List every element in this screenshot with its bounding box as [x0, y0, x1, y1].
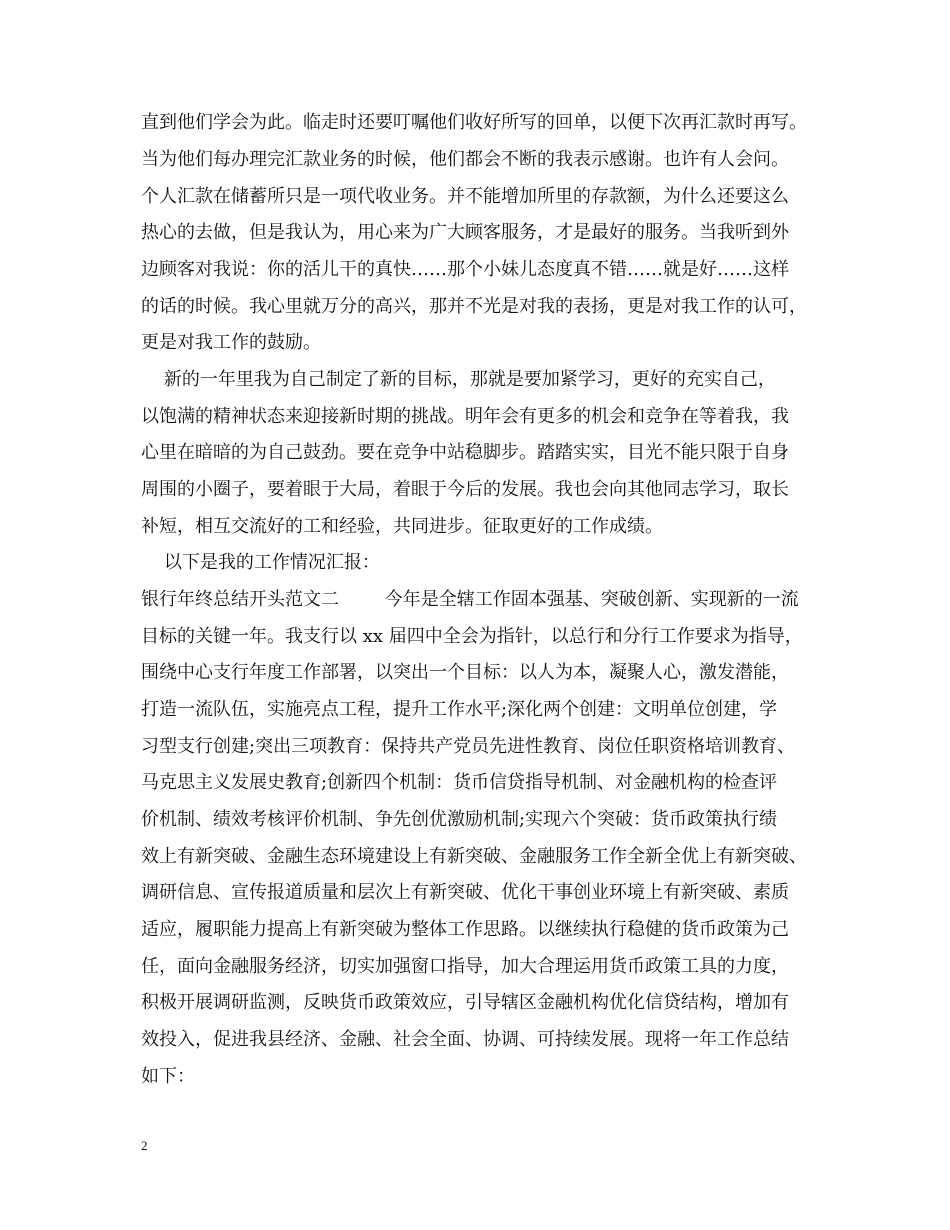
text-line: 当为他们每办理完汇款业务的时候，他们都会不断的我表示感谢。也许有人会问。 [141, 149, 789, 170]
text-line: 围绕中心支行年度工作部署，以突出一个目标：以人为本，凝聚人心，激发潜能， [141, 662, 789, 683]
text-line: 调研信息、宣传报道质量和层次上有新突破、优化干事创业环境上有新突破、素质 [141, 882, 789, 903]
text-line: 补短，相互交流好的工和经验，共同进步。征取更好的工作成绩。 [141, 516, 663, 537]
text-line: 更是对我工作的鼓励。 [141, 332, 321, 353]
text-line: 价机制、绩效考核评价机制、争先创优激励机制;实现六个突破：货币政策执行绩 [141, 809, 778, 830]
text-line: 如下： [141, 1066, 195, 1087]
text-line: 打造一流队伍，实施亮点工程，提升工作水平;深化两个创建：文明单位创建，学 [141, 699, 778, 720]
text-line: 以饱满的精神状态来迎接新时期的挑战。明年会有更多的机会和竞争在等着我，我 [141, 406, 789, 427]
text-line: 新的一年里我为自己制定了新的目标，那就是要加紧学习，更好的充实自己， [141, 369, 776, 390]
text-line: 个人汇款在储蓄所只是一项代收业务。并不能增加所里的存款额，为什么还要这么 [141, 186, 789, 207]
text-line: 目标的关键一年。我支行以 xx 届四中全会为指针，以总行和分行工作要求为指导， [141, 626, 803, 647]
text-line: 银行年终总结开头范文二 今年是全辖工作固本强基、突破创新、实现新的一流 [141, 589, 799, 610]
text-line: 的话的时候。我心里就万分的高兴，那并不光是对我的表扬，更是对我工作的认可， [141, 296, 807, 317]
text-line: 以下是我的工作情况汇报： [141, 552, 380, 573]
text-line: 直到他们学会为此。临走时还要叮嘱他们收好所写的回单，以便下次再汇款时再写。 [141, 112, 807, 133]
page-number: 2 [141, 1138, 148, 1153]
text-line: 热心的去做，但是我认为，用心来为广大顾客服务，才是最好的服务。当我听到外 [141, 222, 789, 243]
text-line: 任，面向金融服务经济，切实加强窗口指导，加大合理运用货币政策工具的力度， [141, 956, 789, 977]
text-line: 效上有新突破、金融生态环境建设上有新突破、金融服务工作全新全优上有新突破、 [141, 846, 807, 867]
text-line: 周围的小圈子，要着眼于大局，着眼于今后的发展。我也会向其他同志学习，取长 [141, 479, 789, 500]
text-line: 心里在暗暗的为自己鼓劲。要在竞争中站稳脚步。踏踏实实，目光不能只限于自身 [141, 442, 789, 463]
text-line: 效投入，促进我县经济、金融、社会全面、协调、可持续发展。现将一年工作总结 [141, 1029, 789, 1050]
text-line: 习型支行创建;突出三项教育：保持共产党员先进性教育、岗位任职资格培训教育、 [141, 736, 796, 757]
text-line: 边顾客对我说：你的活儿干的真快……那个小妹儿态度真不错……就是好……这样 [141, 259, 789, 280]
text-line: 适应，履职能力提高上有新突破为整体工作思路。以继续执行稳健的货币政策为己 [141, 919, 789, 940]
text-line: 马克思主义发展史教育;创新四个机制：货币信贷指导机制、对金融机构的检查评 [141, 772, 778, 793]
text-line: 积极开展调研监测，反映货币政策效应，引导辖区金融机构优化信贷结构，增加有 [141, 992, 789, 1013]
